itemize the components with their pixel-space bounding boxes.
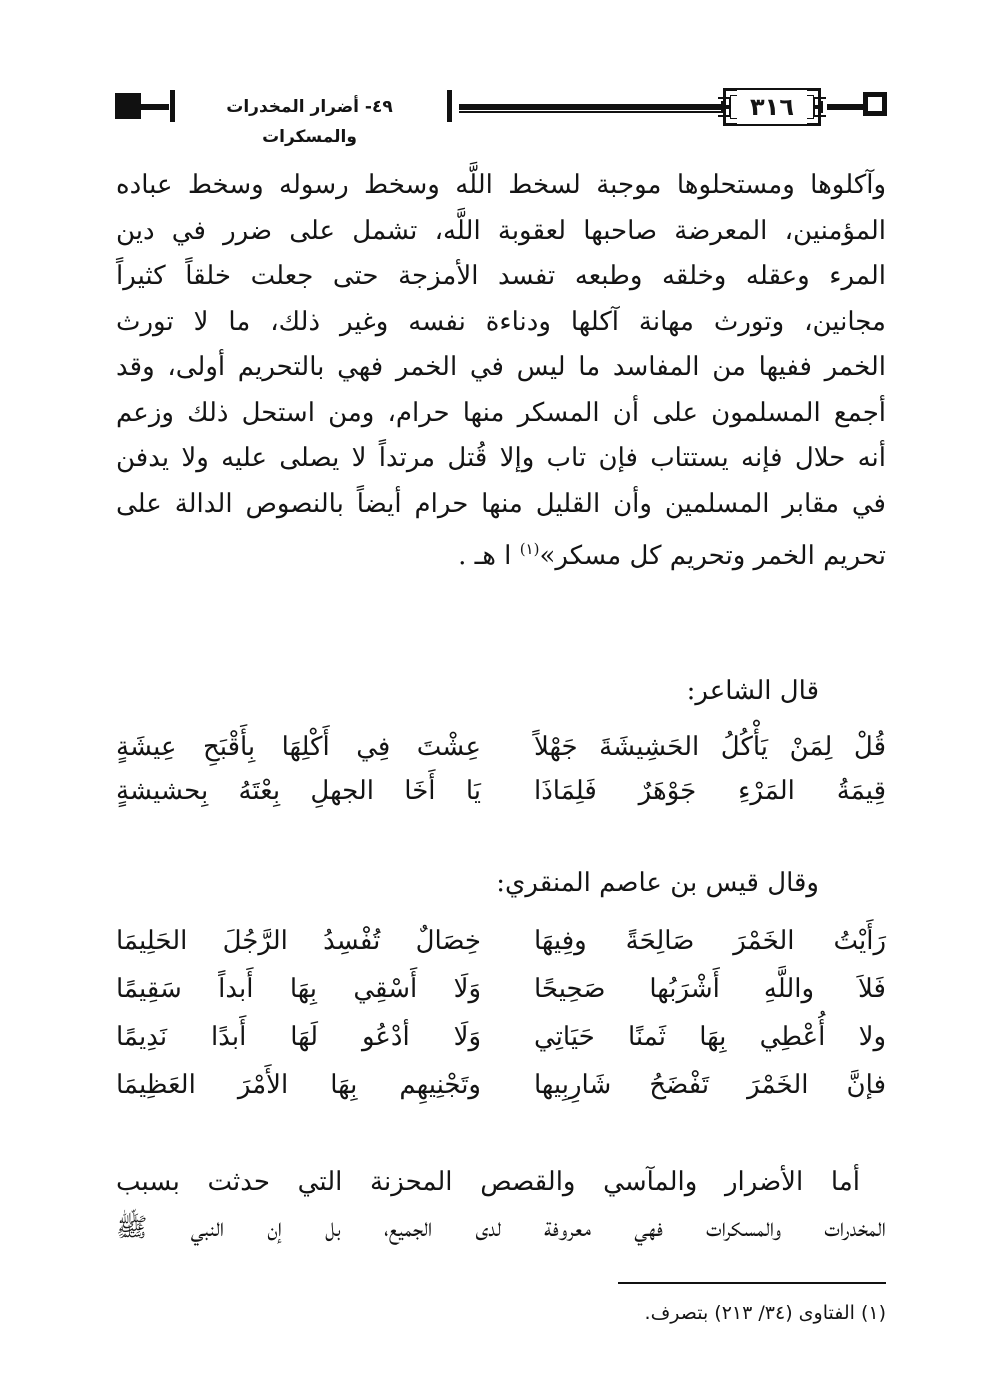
header-rule-left xyxy=(141,104,169,110)
paragraph-line: الخمر ففيها من المفاسد ما ليس في الخمر فهي بالتحريم أولى، وقد xyxy=(116,352,886,382)
header-bar-left xyxy=(170,90,175,122)
paragraph-line: مجانين، وتورث مهانة آكلها ودناءة نفسه وغير ذلك، ما لا تورث xyxy=(116,306,886,337)
poem2-label: وقال قيس بن عاصم المنقري: xyxy=(496,868,819,898)
paragraph-line: المؤمنين، المعرضة صاحبها لعقوبة اللَّه، تشمل على ضرر في دين xyxy=(116,215,886,246)
header-bar-right xyxy=(447,90,452,122)
paragraph-last-line xyxy=(116,527,886,580)
poem2-verse xyxy=(116,974,886,1022)
poem1-verse xyxy=(116,732,886,776)
poem2-verse xyxy=(116,1022,886,1070)
verse-first-hemistich: ولا أُعْطِي بِهَا ثَمنًا حَيَاتِي xyxy=(534,1022,886,1052)
verse-first-hemistich: قِيمَةُ المَرْءِ جَوْهَرٌ فَلِمَاذَا xyxy=(534,776,886,806)
verse-second-hemistich: وتَجْنِيهِم بِهَا الأَمْرَ العَظِيمَا xyxy=(116,1070,481,1100)
paragraph-line: أنه حلال فإنه يستتاب فإن تاب وإلا قُتل مرتداً لا يصلى عليه ولا يدفن xyxy=(116,443,886,473)
verse-first-hemistich: رَأَيْتُ الخَمْرَ صَالِحَةً وفِيهَا xyxy=(534,926,886,956)
header-rule-right xyxy=(827,104,863,110)
last-line-text: تحريم الخمر وتحريم كل مسكر» xyxy=(539,541,886,571)
paragraph-line: أما الأضرار والمآسي والقصص المحزنة التي حدثت بسبب xyxy=(116,1167,860,1197)
footnote: (١) الفتاوى (٣٤/ ٢١٣) بتصرف. xyxy=(644,1302,886,1324)
poem1 xyxy=(116,732,886,820)
poem1-verse xyxy=(116,776,886,820)
paragraph-line: أجمع المسلمون على أن المسكر منها حرام، ومن استحل ذلك وزعم xyxy=(116,397,886,428)
verse-second-hemistich: يَا أَخَا الجهلِ بِعْتَهُ بِحشيشةٍ xyxy=(116,776,481,806)
knot-ornament-right-icon xyxy=(813,94,827,120)
last-line-end: ا هـ . xyxy=(458,541,520,571)
footnote-separator xyxy=(618,1282,886,1284)
header-open-square-ornament xyxy=(863,92,887,116)
verse-first-hemistich: فإنَّ الخَمْرَ تَفْضَحُ شَارِبِيها xyxy=(534,1070,886,1100)
paragraph-line: المخدرات والمسكرات فهي معروفة لدى الجميع، بل إن النبي ﷺ xyxy=(116,1212,886,1243)
paragraph-line: وآكلوها ومستحلوها موجبة لسخط اللَّه وسخط رسوله وسخط عباده xyxy=(116,170,886,200)
paragraph-line: المرء وعقله وخلقه وطبعه تفسد الأمزجة حتى جعلت خلقاً كثيراً xyxy=(116,261,886,291)
poem1-label: قال الشاعر: xyxy=(686,676,819,706)
verse-first-hemistich: قُلْ لِمَنْ يَأْكُلُ الحَشِيشَةَ جَهْلاً xyxy=(534,732,886,762)
chapter-title: ٤٩- أضرار المخدرات والمسكرات xyxy=(177,92,442,122)
poem2-verse xyxy=(116,926,886,974)
poem2 xyxy=(116,926,886,1118)
verse-second-hemistich: وَلَا أدْعُو لَهَا أَبدًا نَدِيمًا xyxy=(116,1022,481,1052)
closing-paragraph xyxy=(116,1160,886,1251)
main-paragraph xyxy=(116,163,886,580)
header-rule-middle xyxy=(459,104,725,110)
verse-second-hemistich: وَلَا أَسْقِي بِهَا أَبداً سَقِيمًا xyxy=(116,974,481,1004)
footnote-marker: (١) xyxy=(519,540,540,558)
running-header xyxy=(115,90,887,147)
poem2-verse xyxy=(116,1070,886,1118)
page-number: ٣١٦ xyxy=(737,90,807,124)
verse-first-hemistich: فَلاَ واللَّهِ أَشْرَبُها صَحِيحًا xyxy=(534,974,886,1004)
header-solid-square-ornament xyxy=(115,93,141,119)
verse-second-hemistich: خِصَالٌ تُفْسِدُ الرَّجُلَ الحَلِيمَا xyxy=(116,926,481,956)
paragraph-line: في مقابر المسلمين وأن القليل منها حرام أيضاً بالنصوص الدالة على xyxy=(116,488,886,519)
knot-ornament-left-icon xyxy=(717,94,731,120)
header-rule-middle-under xyxy=(459,111,725,113)
verse-second-hemistich: عِشْتَ فِي أَكْلِهَا بِأَقْبَحِ عِيشَةٍ xyxy=(116,732,481,762)
